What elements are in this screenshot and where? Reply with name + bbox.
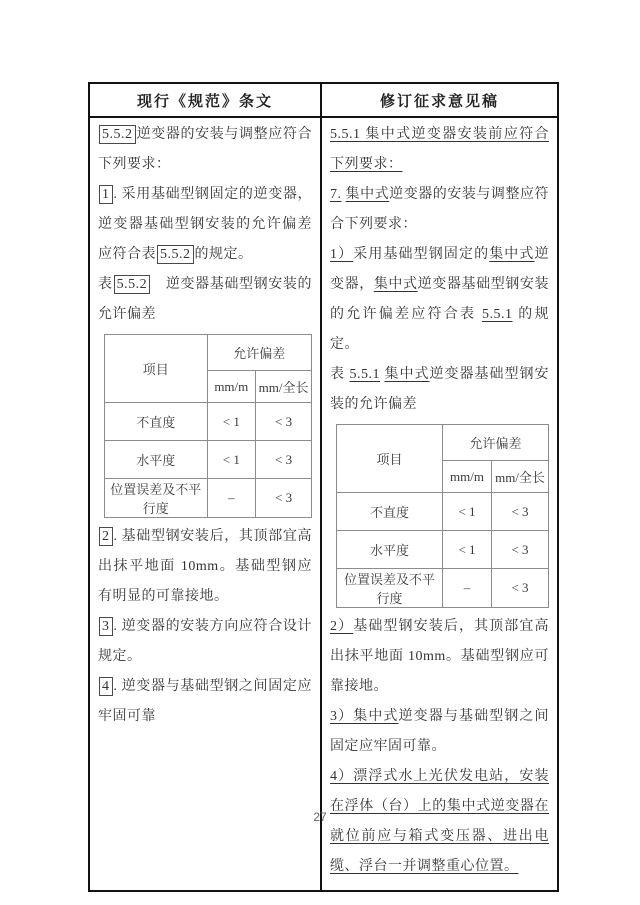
comparison-body-row <box>89 117 558 891</box>
revision-boxed-number: 5.5.2 <box>114 275 151 294</box>
table-cell: < 1 <box>443 531 492 569</box>
text-segment: . 基础型钢安装后，其顶部宜高出抹平地面 10mm。基础型钢应有明显的可靠接地。 <box>98 529 312 604</box>
table-cell: < 3 <box>492 493 549 531</box>
revision-boxed-number: 4 <box>99 677 113 696</box>
paragraph <box>330 612 549 702</box>
table-cell: < 3 <box>256 403 312 441</box>
text-segment: 的规定。 <box>330 307 549 352</box>
deviation-table-header-row <box>105 335 312 371</box>
text-segment: 表 <box>98 277 113 292</box>
paragraph <box>330 240 549 360</box>
revision-boxed-number: 5.5.2 <box>99 125 136 144</box>
unit-header: mm/全长 <box>492 461 549 493</box>
deviation-table-header-row <box>337 425 549 461</box>
table-cell: 水平度 <box>337 531 443 569</box>
text-segment: 表 <box>330 367 350 382</box>
page-number: 27 <box>313 810 327 824</box>
table-header-deviation: 允许偏差 <box>207 335 312 371</box>
text-segment: 逆变器基础型钢安装的允许偏差应符合表 <box>330 277 550 322</box>
text-segment: 逆变器的安装与调整应符合下列要求： <box>330 187 550 232</box>
table-cell: 不直度 <box>337 493 443 531</box>
revision-boxed-number: 1 <box>99 185 113 204</box>
text-segment: 逆变器， <box>330 247 550 292</box>
deviation-table <box>104 334 312 518</box>
text-segment: 逆变器基础型钢安装的允许偏差 <box>330 367 549 412</box>
comparison-table <box>88 82 559 892</box>
revision-boxed-number: 5.5.2 <box>157 245 194 264</box>
revision-underlined-text: 3）集中式 <box>330 709 399 724</box>
table-cell: < 1 <box>207 441 256 479</box>
left-column-header: 现行《规范》条文 <box>89 83 321 117</box>
table-row <box>105 403 312 441</box>
text-segment: 逆变器基础型钢安装的允许偏差 <box>98 277 312 322</box>
text-segment: . 逆变器的安装方向应符合设计规定。 <box>98 619 312 664</box>
unit-header: mm/m <box>207 371 256 403</box>
text-segment: . 逆变器与基础型钢之间固定应牢固可靠 <box>98 679 312 724</box>
paragraph <box>98 672 312 732</box>
table-cell: < 3 <box>256 479 312 518</box>
revision-underlined-text: 4）漂浮式水上光伏发电站，安装在浮体（台）上的集中式逆变器在就位前应与箱式变压器、进出电缆、浮台一并调整重心位置。 <box>330 769 549 874</box>
table-cell: 不直度 <box>105 403 208 441</box>
revision-underlined-text: 5.5.1 集中式逆变器安装前应符合下列要求： <box>330 127 549 172</box>
paragraph <box>98 180 312 270</box>
revision-underlined-text: 2） <box>330 619 354 634</box>
table-cell: 位置误差及不平行度 <box>105 479 208 518</box>
revision-underlined-text: 集中式 <box>345 187 390 202</box>
revision-underlined-text: 1） <box>330 247 354 262</box>
revision-boxed-number: 3 <box>99 617 113 636</box>
revision-underlined-text: 集中式 <box>373 277 418 292</box>
revision-underlined-text: 7. <box>330 187 342 202</box>
text-segment: 的规定。 <box>194 247 253 262</box>
table-header-item: 项目 <box>337 425 443 493</box>
text-segment: . 采用基础型钢固定的逆变器，逆变器基础型钢安装的允许偏差应符合表 <box>98 187 312 262</box>
paragraph <box>330 360 549 420</box>
table-cell: < 1 <box>443 493 492 531</box>
text-segment: 采用基础型钢固定的 <box>353 247 490 262</box>
revision-underlined-text: 集中式 <box>384 367 430 382</box>
revision-underlined-text: 集中式 <box>489 247 535 262</box>
right-column-header: 修订征求意见稿 <box>321 83 558 117</box>
text-segment: 逆变器与基础型钢之间固定应牢固可靠。 <box>330 709 550 754</box>
revision-underlined-text: 5.5.1 <box>349 367 380 382</box>
table-cell: < 3 <box>492 569 549 608</box>
table-row <box>337 531 549 569</box>
paragraph <box>98 612 312 672</box>
text-segment: 基础型钢安装后，其顶部宜高出抹平地面 10mm。基础型钢应可靠接地。 <box>330 619 550 694</box>
paragraph <box>98 120 312 180</box>
table-cell: < 3 <box>256 441 312 479</box>
table-row <box>105 479 312 518</box>
paragraph <box>330 120 549 180</box>
revision-boxed-number: 2 <box>99 527 113 546</box>
text-segment: 逆变器的安装与调整应符合下列要求： <box>98 127 312 172</box>
deviation-table <box>336 424 549 608</box>
table-row <box>105 441 312 479</box>
table-row <box>337 569 549 608</box>
paragraph <box>98 522 312 612</box>
left-column-content <box>98 120 312 732</box>
revision-underlined-text: 5.5.1 <box>482 307 513 322</box>
right-column-content <box>330 120 549 882</box>
paragraph <box>98 270 312 330</box>
paragraph <box>330 180 549 240</box>
paragraph <box>330 702 549 762</box>
table-cell: < 1 <box>207 403 256 441</box>
table-header-item: 项目 <box>105 335 208 403</box>
table-cell: – <box>207 479 256 518</box>
table-row <box>337 493 549 531</box>
unit-header: mm/m <box>443 461 492 493</box>
table-cell: – <box>443 569 492 608</box>
table-cell: 水平度 <box>105 441 208 479</box>
table-cell: < 3 <box>492 531 549 569</box>
table-cell: 位置误差及不平行度 <box>337 569 443 608</box>
right-column-cell <box>321 117 558 891</box>
unit-header: mm/全长 <box>256 371 312 403</box>
left-column-cell <box>89 117 321 891</box>
comparison-header-row <box>89 83 558 117</box>
table-header-deviation: 允许偏差 <box>443 425 549 461</box>
